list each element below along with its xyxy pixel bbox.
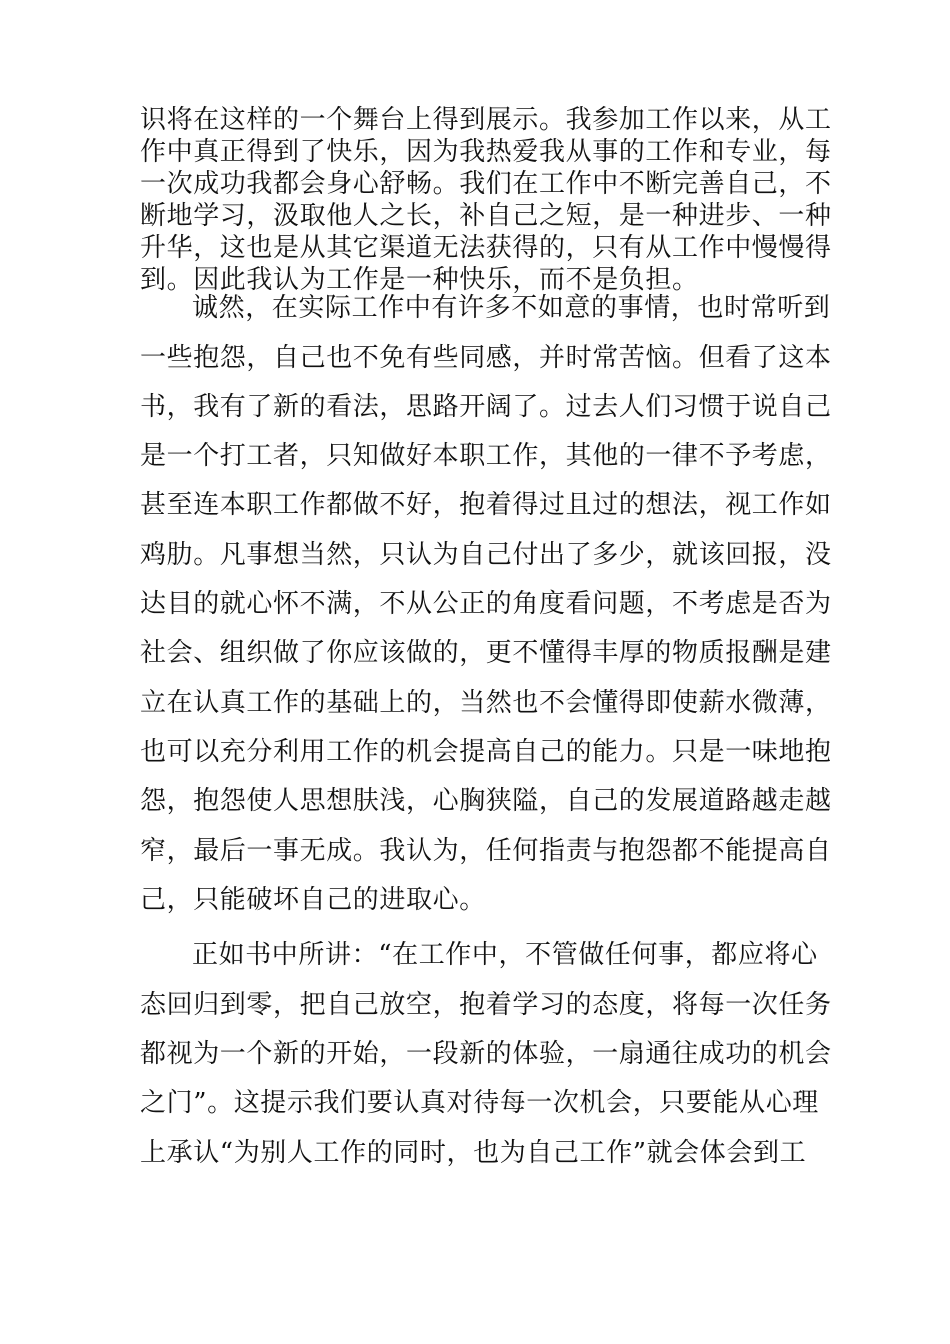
- text-line: 作中真正得到了快乐，因为我热爱我从事的工作和专业，每: [140, 137, 832, 167]
- text-line: 甚至连本职工作都做不好，抱着得过且过的想法，视工作如: [140, 490, 832, 520]
- text-line: 一些抱怨，自己也不免有些同感，并时常苦恼。但看了这本: [140, 343, 832, 373]
- text-line: 一次成功我都会身心舒畅。我们在工作中不断完善自己，不: [140, 169, 832, 199]
- text-line: 鸡肋。凡事想当然，只认为自己付出了多少，就该回报，没: [140, 540, 832, 570]
- text-line: 书，我有了新的看法，思路开阔了。过去人们习惯于说自己: [140, 392, 832, 422]
- paragraph-start-line: 诚然，在实际工作中有许多不如意的事情，也时常听到: [192, 293, 831, 323]
- text-line: 怨，抱怨使人思想肤浅，心胸狭隘，自己的发展道路越走越: [140, 786, 832, 816]
- text-line: 到。因此我认为工作是一种快乐，而不是负担。: [140, 265, 699, 295]
- text-line: 达目的就心怀不满，不从公正的角度看问题，不考虑是否为: [140, 589, 832, 619]
- text-line: 之门”。这提示我们要认真对待每一次机会，只要能从心理: [140, 1088, 819, 1118]
- text-line: 断地学习，汲取他人之长，补自己之短，是一种进步、一种: [140, 201, 832, 231]
- text-line: 态回归到零，把自己放空，抱着学习的态度，将每一次任务: [140, 990, 832, 1020]
- paragraph-start-line: 正如书中所讲：“在工作中，不管做任何事，都应将心: [192, 940, 818, 970]
- text-line: 升华，这也是从其它渠道无法获得的，只有从工作中慢慢得: [140, 233, 832, 263]
- text-line: 上承认“为别人工作的同时，也为自己工作”就会体会到工: [140, 1138, 807, 1168]
- text-line: 是一个打工者，只知做好本职工作，其他的一律不予考虑，: [140, 441, 832, 471]
- text-line: 窄，最后一事无成。我认为，任何指责与抱怨都不能提高自: [140, 836, 832, 866]
- text-line: 立在认真工作的基础上的，当然也不会懂得即使薪水微薄，: [140, 688, 832, 718]
- text-line: 都视为一个新的开始，一段新的体验，一扇通往成功的机会: [140, 1039, 832, 1069]
- text-line: 己，只能破坏自己的进取心。: [140, 885, 486, 915]
- text-line: 社会、组织做了你应该做的，更不懂得丰厚的物质报酬是建: [140, 638, 832, 668]
- text-line: 识将在这样的一个舞台上得到展示。我参加工作以来，从工: [140, 105, 832, 135]
- text-line: 也可以充分利用工作的机会提高自己的能力。只是一味地抱: [140, 737, 832, 767]
